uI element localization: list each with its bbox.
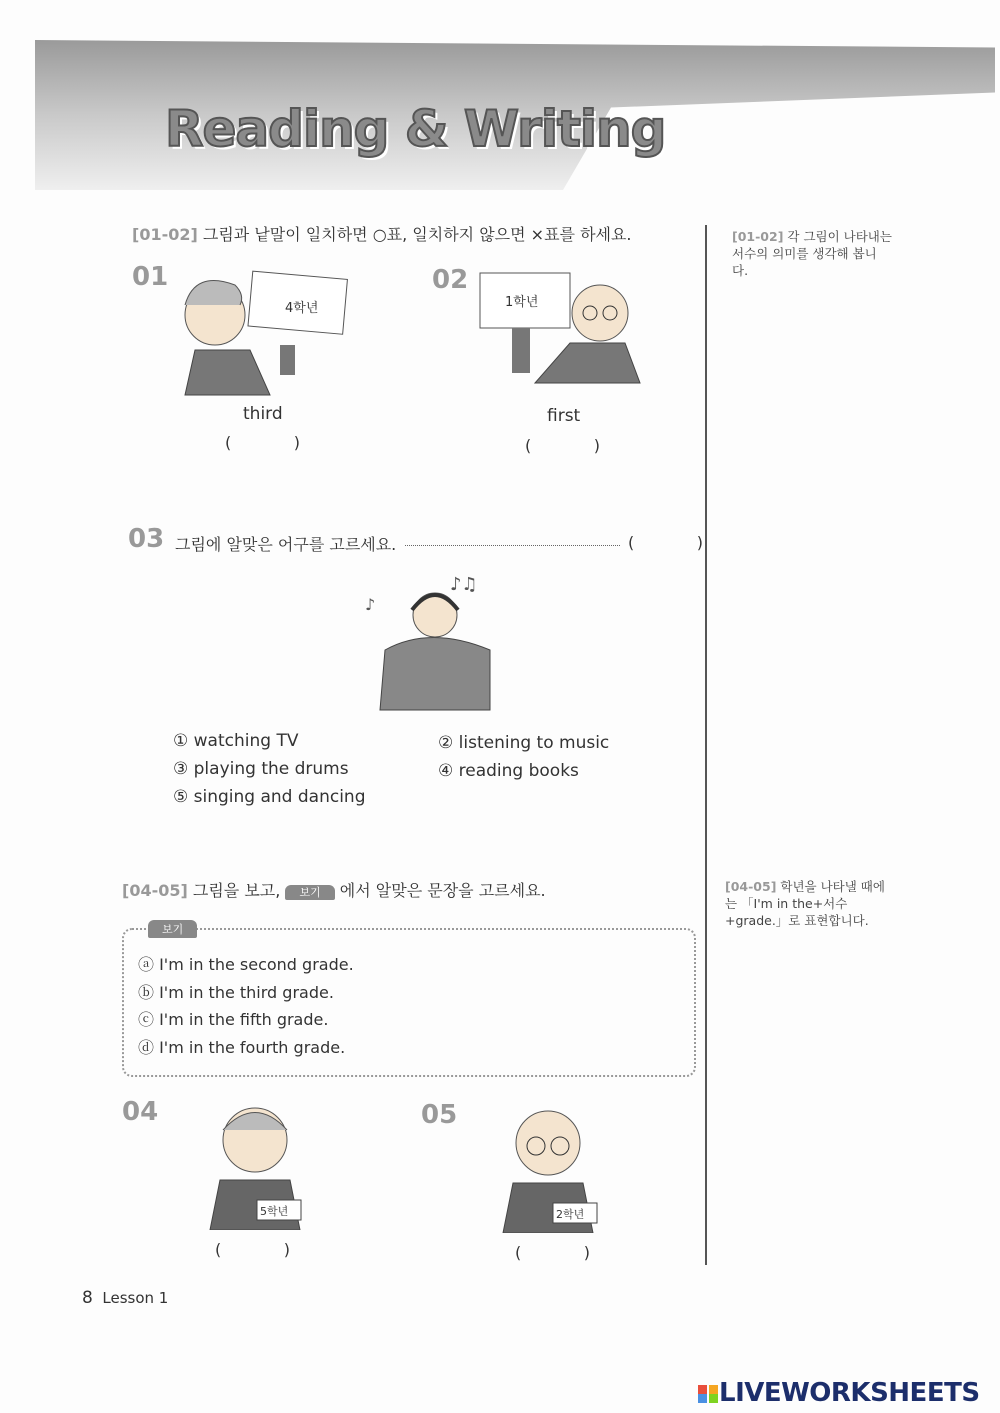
side-text: 학년을 나타낼 때에는 「I'm in the+서수+grade.」로 표현합니다. [725,879,885,928]
question-03-instruction: 그림에 알맞은 어구를 고르세요. [175,535,397,554]
option-3[interactable]: ③ playing the drums [173,759,349,779]
section3-instruction [122,878,546,901]
choice-b: ⓑ I'm in the third grade. [138,983,334,1002]
girl-holding-sign-illustration [475,268,660,388]
side-tag: [04-05] [725,879,777,894]
lesson-label: Lesson 1 [102,1289,169,1307]
margin-divider [705,225,707,1265]
answer-blank-03[interactable]: ( ) [628,533,703,552]
section-tag: [01-02] [132,225,198,244]
logo-text: LIVEWORKSHEETS [719,1378,980,1408]
question-number-01: 01 [132,262,169,292]
option-4[interactable]: ④ reading books [438,761,579,781]
word-label: first [547,406,581,426]
section1-instruction [132,222,632,245]
section-tag: [04-05] [122,881,188,900]
grade-badge: 5학년 [260,1205,289,1218]
liveworksheets-logo [697,1378,980,1408]
question-number-04: 04 [122,1097,159,1127]
choice-d: ⓓ I'm in the fourth grade. [138,1038,346,1057]
page-title: Reading & Writing [165,100,666,158]
option-5[interactable]: ⑤ singing and dancing [173,787,366,807]
choice-c: ⓒ I'm in the fifth grade. [138,1010,329,1029]
svg-text:♪♫: ♪♫ [450,574,478,595]
boy-holding-sign-illustration [175,265,355,400]
dotted-leader [405,545,620,546]
question-number-02: 02 [432,265,469,295]
choice-a: ⓐ I'm in the second grade. [138,955,354,974]
instruction-text: 에서 알맞은 문장을 고르세요. [339,881,546,900]
svg-text:♪: ♪ [365,595,376,614]
girl-second-grade-illustration [498,1098,608,1233]
bogi-badge: 보기 [285,885,334,900]
question-number-03: 03 [128,524,165,554]
instruction-text: 그림을 보고, [192,881,281,900]
side-note-1 [732,228,892,279]
option-2[interactable]: ② listening to music [438,733,610,753]
page-footer [82,1288,168,1308]
logo-icon [697,1385,719,1403]
word-label: third [243,404,283,424]
answer-blank-02[interactable]: ( ) [525,436,600,455]
sign-text: 1학년 [505,295,539,310]
answer-blank-05[interactable]: ( ) [515,1243,590,1262]
boy-fifth-grade-illustration [205,1095,315,1230]
question-number-05: 05 [421,1100,458,1130]
grade-badge: 2학년 [556,1208,585,1221]
sign-text: 4학년 [285,301,319,316]
option-1[interactable]: ① watching TV [173,731,299,751]
girl-listening-music-illustration [360,570,510,715]
bogi-label: 보기 [148,920,197,938]
page-number: 8 [82,1288,93,1308]
instruction-text: 그림과 낱말이 일치하면 ○표, 일치하지 않으면 ×표를 하세요. [202,225,632,244]
answer-blank-04[interactable]: ( ) [215,1240,290,1259]
side-tag: [01-02] [732,229,784,244]
side-note-2 [725,878,885,929]
answer-blank-01[interactable]: ( ) [225,433,300,452]
side-text: 각 그림이 나타내는 서수의 의미를 생각해 봅니다. [732,229,892,278]
